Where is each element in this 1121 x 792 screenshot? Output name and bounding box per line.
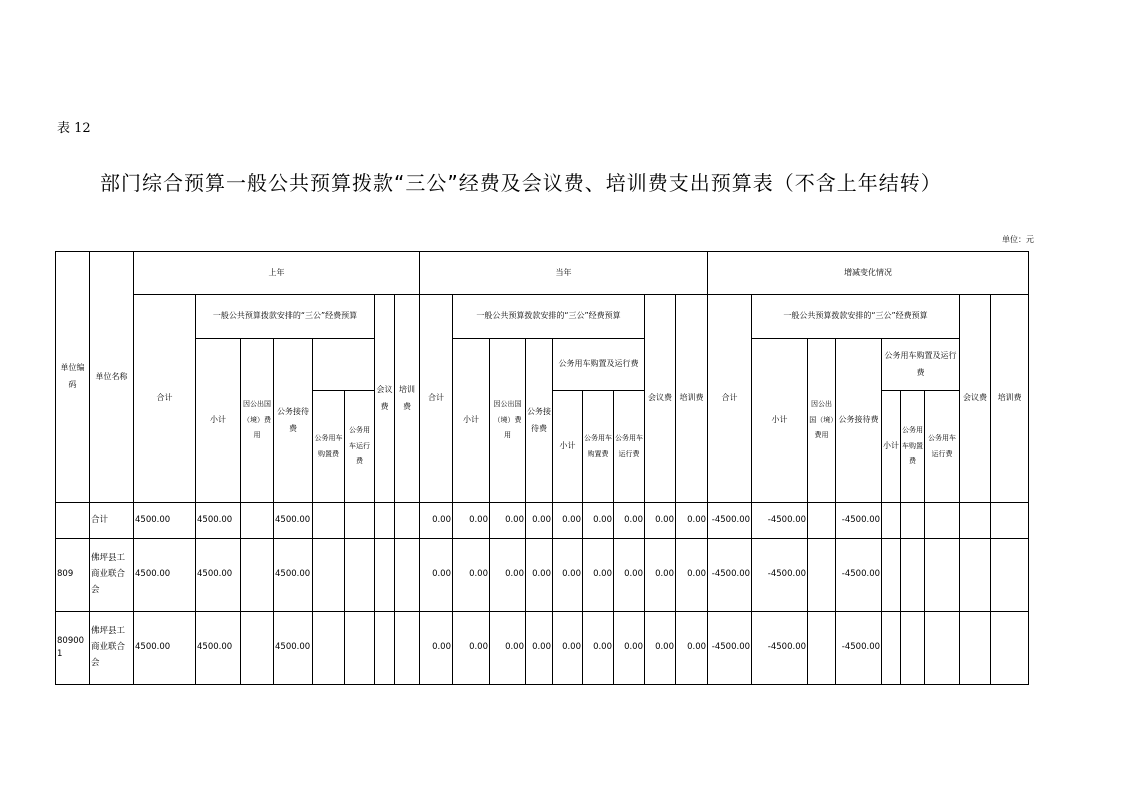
header-row-3 [56, 339, 1029, 391]
curr-vehicle-subtotal: 小计 [553, 391, 583, 503]
cell-prev-value [395, 539, 420, 612]
cell-prev-value [241, 539, 274, 612]
cell-prev-value [375, 539, 395, 612]
cell-curr-value: 0.00 [553, 539, 583, 612]
cell-curr-value: 0.00 [420, 539, 453, 612]
cell-change-value [960, 612, 991, 685]
cell-prev-value [345, 503, 375, 539]
chg-vehicle-purchase: 公务用车购置费 [901, 391, 925, 503]
cell-unit-name: 合计 [90, 503, 134, 539]
cell-prev-value [241, 503, 274, 539]
cell-change-value [882, 503, 901, 539]
cell-curr-value: 0.00 [583, 612, 614, 685]
cell-prev-value [345, 539, 375, 612]
budget-table [55, 251, 1029, 685]
cell-prev-value [241, 612, 274, 685]
cell-unit-name: 佛坪县工商业联合会 [90, 539, 134, 612]
cell-curr-value: 0.00 [453, 539, 490, 612]
chg-meeting: 会议费 [960, 295, 991, 503]
cell-unit-code [56, 503, 90, 539]
cell-change-value [901, 503, 925, 539]
cell-change-value [991, 539, 1029, 612]
cell-curr-value: 0.00 [645, 612, 676, 685]
cell-change-value [960, 539, 991, 612]
prev-three-public-budget: 一般公共预算拨款安排的“三公”经费预算 [196, 295, 375, 339]
cell-prev-value [313, 503, 345, 539]
curr-reception: 公务接待费 [526, 339, 553, 503]
cell-change-value [808, 539, 836, 612]
cell-change-value [901, 539, 925, 612]
chg-reception: 公务接待费 [836, 339, 882, 503]
cell-prev-value [313, 539, 345, 612]
cell-prev-value: 4500.00 [134, 539, 196, 612]
cell-prev-value [375, 612, 395, 685]
cell-unit-name: 佛坪县工商业联合会 [90, 612, 134, 685]
prev-meeting: 会议费 [375, 295, 395, 503]
cell-change-value: -4500.00 [752, 612, 808, 685]
prev-training: 培训费 [395, 295, 420, 503]
table-number: 表 12 [57, 121, 91, 136]
cell-curr-value: 0.00 [645, 539, 676, 612]
cell-curr-value: 0.00 [553, 612, 583, 685]
cell-curr-value: 0.00 [420, 612, 453, 685]
cell-curr-value: 0.00 [420, 503, 453, 539]
cell-change-value [882, 539, 901, 612]
cell-prev-value: 4500.00 [196, 539, 241, 612]
prev-vehicle-purchase: 公务用车购置费 [313, 391, 345, 503]
cell-change-value: -4500.00 [836, 539, 882, 612]
chg-vehicle-operation: 公务用车运行费 [925, 391, 960, 503]
prev-abroad: 因公出国（境）费用 [241, 339, 274, 503]
cell-change-value [925, 539, 960, 612]
document-title: 部门综合预算一般公共预算拨款“三公”经费及会议费、培训费支出预算表（不含上年结转） [100, 171, 942, 195]
cell-curr-value: 0.00 [553, 503, 583, 539]
table-row [56, 612, 1029, 685]
prev-vehicle-operation: 公务用车运行费 [345, 391, 375, 503]
cell-change-value [991, 612, 1029, 685]
cell-prev-value: 4500.00 [134, 612, 196, 685]
cell-change-value [925, 612, 960, 685]
chg-training: 培训费 [991, 295, 1029, 503]
chg-total: 合计 [708, 295, 752, 503]
curr-subtotal: 小计 [453, 339, 490, 503]
cell-change-value: -4500.00 [752, 503, 808, 539]
cell-curr-value: 0.00 [583, 539, 614, 612]
group-prev-year: 上年 [134, 252, 420, 295]
curr-training: 培训费 [676, 295, 708, 503]
cell-curr-value: 0.00 [614, 503, 645, 539]
cell-change-value: -4500.00 [708, 503, 752, 539]
cell-prev-value: 4500.00 [274, 612, 313, 685]
cell-curr-value: 0.00 [453, 503, 490, 539]
cell-change-value: -4500.00 [708, 539, 752, 612]
unit-label: 单位：元 [1002, 235, 1034, 244]
prev-total: 合计 [134, 295, 196, 503]
curr-abroad: 因公出国（境）费用 [490, 339, 526, 503]
cell-change-value [901, 612, 925, 685]
cell-change-value: -4500.00 [708, 612, 752, 685]
cell-prev-value: 4500.00 [134, 503, 196, 539]
cell-prev-value [313, 612, 345, 685]
cell-unit-code: 809 [56, 539, 90, 612]
cell-curr-value: 0.00 [583, 503, 614, 539]
cell-curr-value: 0.00 [676, 539, 708, 612]
cell-change-value [925, 503, 960, 539]
curr-vehicle-purchase: 公务用车购置费 [583, 391, 614, 503]
chg-vehicle-subtotal: 小计 [882, 391, 901, 503]
cell-curr-value: 0.00 [676, 612, 708, 685]
table-row [56, 539, 1029, 612]
chg-three-public-budget: 一般公共预算拨款安排的“三公”经费预算 [752, 295, 960, 339]
cell-curr-value: 0.00 [645, 503, 676, 539]
curr-meeting: 会议费 [645, 295, 676, 503]
cell-change-value: -4500.00 [836, 503, 882, 539]
col-unit-code: 单位编码 [56, 252, 90, 503]
header-row-1 [56, 252, 1029, 295]
cell-curr-value: 0.00 [490, 539, 526, 612]
cell-change-value: -4500.00 [752, 539, 808, 612]
curr-vehicle-operation: 公务用车运行费 [614, 391, 645, 503]
cell-change-value [808, 612, 836, 685]
cell-prev-value: 4500.00 [274, 539, 313, 612]
cell-curr-value: 0.00 [490, 503, 526, 539]
cell-unit-code: 809001 [56, 612, 90, 685]
prev-vehicle-group [313, 339, 375, 391]
cell-curr-value: 0.00 [526, 612, 553, 685]
curr-three-public-budget: 一般公共预算拨款安排的“三公”经费预算 [453, 295, 645, 339]
col-unit-name: 单位名称 [90, 252, 134, 503]
cell-curr-value: 0.00 [453, 612, 490, 685]
curr-vehicle-group: 公务用车购置及运行费 [553, 339, 645, 391]
cell-change-value [991, 503, 1029, 539]
cell-curr-value: 0.00 [526, 539, 553, 612]
cell-prev-value: 4500.00 [196, 503, 241, 539]
cell-prev-value: 4500.00 [274, 503, 313, 539]
cell-prev-value [345, 612, 375, 685]
header-row-2 [56, 295, 1029, 339]
cell-curr-value: 0.00 [614, 612, 645, 685]
prev-reception: 公务接待费 [274, 339, 313, 503]
cell-curr-value: 0.00 [676, 503, 708, 539]
cell-change-value [808, 503, 836, 539]
cell-change-value: -4500.00 [836, 612, 882, 685]
curr-total: 合计 [420, 295, 453, 503]
group-change: 增减变化情况 [708, 252, 1029, 295]
cell-curr-value: 0.00 [526, 503, 553, 539]
chg-subtotal: 小计 [752, 339, 808, 503]
cell-prev-value [395, 612, 420, 685]
cell-prev-value [395, 503, 420, 539]
prev-subtotal: 小计 [196, 339, 241, 503]
cell-prev-value: 4500.00 [196, 612, 241, 685]
cell-prev-value [375, 503, 395, 539]
cell-change-value [882, 612, 901, 685]
chg-vehicle-group: 公务用车购置及运行费 [882, 339, 960, 391]
cell-curr-value: 0.00 [614, 539, 645, 612]
cell-curr-value: 0.00 [490, 612, 526, 685]
group-curr-year: 当年 [420, 252, 708, 295]
chg-abroad: 因公出国（境）费用 [808, 339, 836, 503]
cell-change-value [960, 503, 991, 539]
table-row [56, 503, 1029, 539]
